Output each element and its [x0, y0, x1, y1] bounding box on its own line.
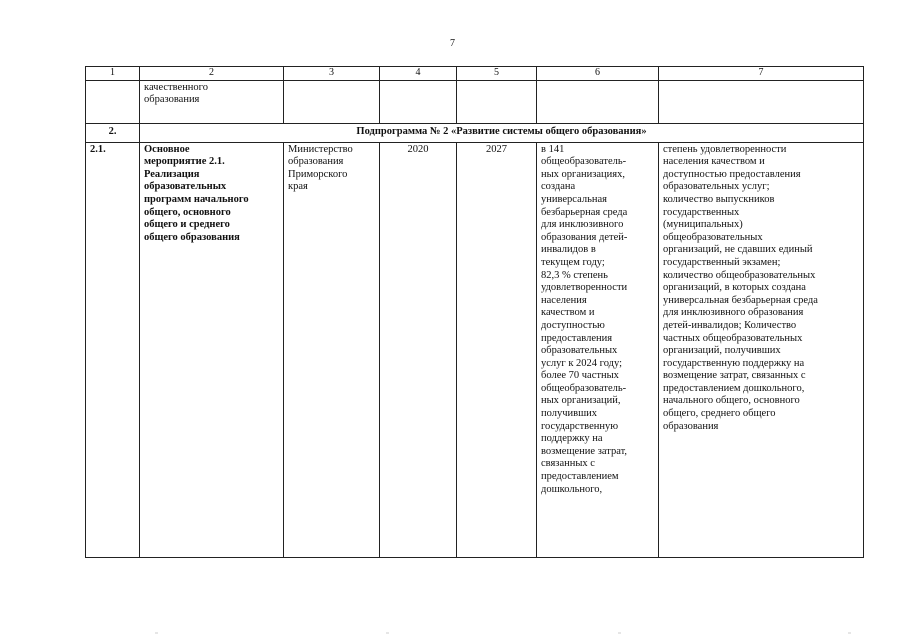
indicators-text-line: государственный экзамен; [663, 256, 781, 268]
results-text-line: доступностью [541, 319, 605, 331]
indicators-text-line: (муниципальных) [663, 219, 743, 231]
indicators-cell [659, 142, 864, 557]
results-text-line: получивших [541, 408, 598, 420]
results-text-line: общеобразователь- [541, 382, 627, 394]
results-text-line: создана [541, 181, 576, 193]
continuation-text-line: качественного [144, 81, 208, 93]
executor-text-line: образования [288, 156, 344, 168]
header-cell-4: 4 [380, 67, 457, 81]
event-text-line: общего и среднего [144, 219, 230, 231]
start-year: 2020 [380, 142, 457, 557]
continuation-text-line: образования [144, 94, 200, 106]
scan-dot [618, 632, 621, 634]
executor-cell [284, 142, 380, 557]
results-text-line: ных организациях, [541, 168, 626, 180]
header-cell-5: 5 [457, 67, 537, 81]
indicators-text-line: универсальная безбарьерная среда [663, 294, 818, 306]
indicators-text-line: государственных [663, 206, 740, 218]
results-text-line: населения [541, 294, 587, 306]
event-description [140, 142, 284, 557]
results-text-line: безбарьерная среда [541, 206, 628, 218]
continuation-cell-2 [140, 80, 284, 123]
header-cell-3: 3 [284, 67, 380, 81]
indicators-text-line: для инклюзивного образования [663, 307, 804, 319]
results-text-line: образовательных [541, 345, 618, 357]
indicators-text-line: образовательных услуг; [663, 181, 770, 193]
expected-results [537, 142, 659, 557]
results-text-line: связанных с [541, 458, 595, 470]
results-text-line: 82,3 % степень [541, 269, 608, 281]
results-text-line: возмещение затрат, [541, 445, 628, 457]
event-row [86, 142, 864, 557]
results-text-line: универсальная [541, 193, 607, 205]
continuation-cell-7 [659, 80, 864, 123]
indicators-text-line: начального общего, основного [663, 395, 800, 407]
scan-dot [155, 632, 158, 634]
results-text-line: общеобразователь- [541, 156, 627, 168]
results-text-line: для инклюзивного [541, 219, 624, 231]
scan-dot [848, 632, 851, 634]
continuation-cell-3 [284, 80, 380, 123]
subprogram-title: Подпрограмма № 2 «Развитие системы общего образования» [140, 123, 864, 142]
indicators-text-line: предоставлением дошкольного, [663, 382, 805, 394]
subprogram-row [86, 123, 864, 142]
indicators-text-line: общего, среднего общего [663, 408, 776, 420]
continuation-row [86, 80, 864, 123]
continuation-cell-4 [380, 80, 457, 123]
header-row [86, 67, 864, 81]
indicators-text-line: населения качеством и [663, 156, 765, 168]
results-text-line: предоставления [541, 332, 613, 344]
results-text-line: дошкольного, [541, 483, 603, 495]
indicators-text-line: детей-инвалидов; Количество [663, 319, 797, 331]
continuation-cell-1 [86, 80, 140, 123]
indicators-text-line: количество общеобразовательных [663, 269, 816, 281]
results-text-line: инвалидов в [541, 244, 596, 256]
executor-text-line: Министерство [288, 143, 353, 155]
indicators-text-line: количество выпускников [663, 193, 775, 205]
event-text-line: общего образования [144, 231, 240, 243]
event-text-line: мероприятие 2.1. [144, 156, 225, 168]
executor-text-line: Приморского [288, 168, 348, 180]
results-text-line: удовлетворенности [541, 282, 628, 294]
indicators-text-line: организаций, в которых создана [663, 282, 806, 294]
indicators-text-line: возмещение затрат, связанных с [663, 370, 806, 382]
results-text-line: поддержку на [541, 433, 603, 445]
event-number: 2.1. [86, 142, 140, 557]
event-text-line: Реализация [144, 168, 200, 180]
results-text-line: услуг к 2024 году; [541, 357, 623, 369]
indicators-text-line: степень удовлетворенности [663, 143, 787, 155]
indicators-text-line: частных общеобразовательных [663, 332, 803, 344]
indicators-text-line: образования [663, 420, 719, 432]
results-text-line: государственную [541, 420, 619, 432]
continuation-cell-6 [537, 80, 659, 123]
indicators-text-line: организаций, не сдавших единый [663, 244, 813, 256]
results-text-line: предоставлением [541, 471, 619, 483]
results-text-line: образования детей- [541, 231, 628, 243]
header-cell-6: 6 [537, 67, 659, 81]
executor-text-line: края [288, 181, 308, 193]
end-year: 2027 [457, 142, 537, 557]
program-table [85, 66, 864, 558]
header-cell-2: 2 [140, 67, 284, 81]
scan-dot [386, 632, 389, 634]
header-cell-7: 7 [659, 67, 864, 81]
page-number: 7 [450, 38, 455, 49]
continuation-cell-5 [457, 80, 537, 123]
indicators-text-line: общеобразовательных [663, 231, 763, 243]
scan-artifacts [0, 628, 905, 640]
results-text-line: ных организаций, [541, 395, 621, 407]
results-text-line: текущем году; [541, 256, 605, 268]
subprogram-number: 2. [86, 123, 140, 142]
event-text-line: Основное [144, 143, 190, 155]
indicators-text-line: организаций, получивших [663, 345, 781, 357]
event-text-line: программ начального [144, 193, 249, 205]
header-cell-1: 1 [86, 67, 140, 81]
indicators-text-line: доступностью предоставления [663, 168, 801, 180]
results-text-line: в 141 [541, 143, 565, 155]
indicators-text-line: государственную поддержку на [663, 357, 805, 369]
event-text-line: общего, основного [144, 206, 231, 218]
results-text-line: качеством и [541, 307, 595, 319]
results-text-line: более 70 частных [541, 370, 619, 382]
event-text-line: образовательных [144, 181, 227, 193]
